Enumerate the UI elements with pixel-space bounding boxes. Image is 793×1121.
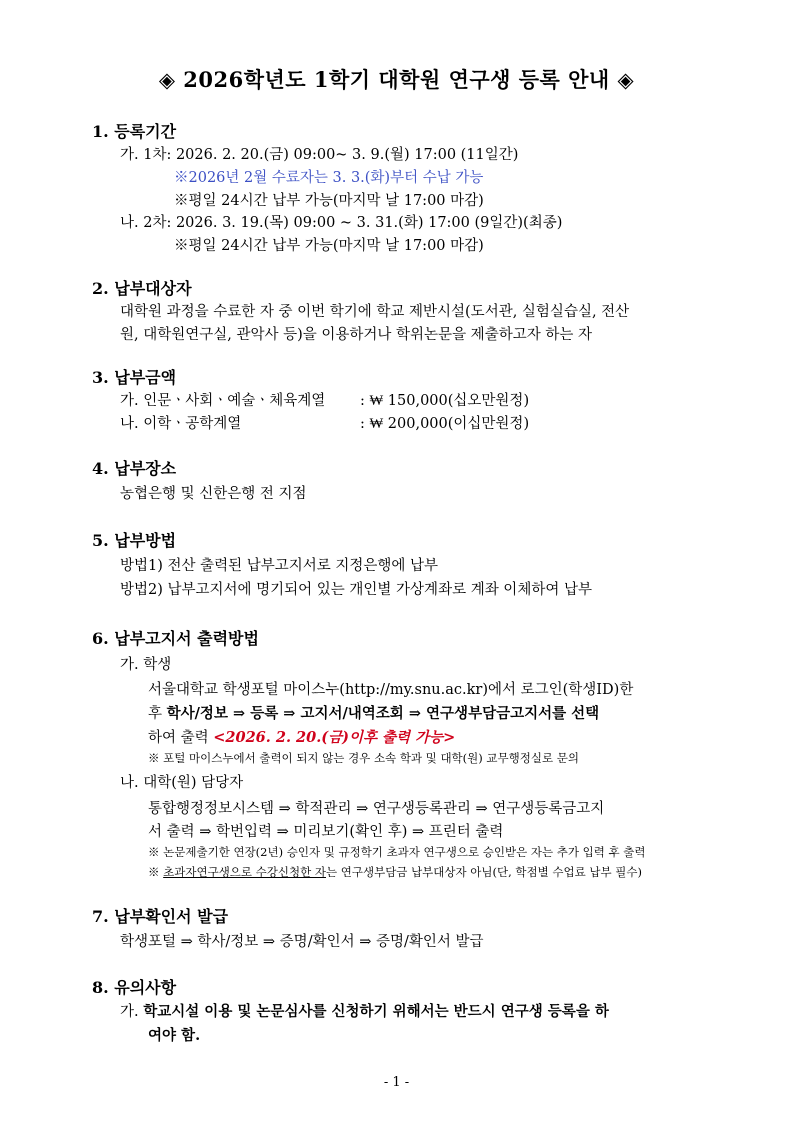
- section-8-line-1: [120, 1000, 609, 1021]
- section-8-heading: 8. 유의사항: [92, 978, 177, 997]
- section-6-heading: 6. 납부고지서 출력방법: [92, 629, 259, 648]
- underlined-text: 초과자연구생으로 수강신청한 자: [163, 865, 326, 879]
- section-1-line-1: 가. 1차: 2026. 2. 20.(금) 09:00~ 3. 9.(월) 17:00 (11일간): [120, 147, 519, 163]
- text: ※: [148, 865, 164, 879]
- section-6-student-line-1: 서울대학교 학생포털 마이스누(http://my.snu.ac.kr)에서 로그인(학생ID)한: [148, 682, 634, 698]
- section-7-line-1: 학생포털 ⇒ 학사/정보 ⇒ 증명/확인서 ⇒ 증명/확인서 발급: [120, 934, 484, 950]
- section-1-heading: 1. 등록기간: [92, 122, 177, 141]
- section-7-heading: 7. 납부확인서 발급: [92, 907, 229, 926]
- section-6-staff-line-2: 서 출력 ⇒ 학번입력 ⇒ 미리보기(확인 후) ⇒ 프린터 출력: [148, 824, 504, 840]
- text: 후: [148, 706, 167, 722]
- text: 하여 출력: [148, 730, 214, 746]
- section-1-note-2: ※평일 24시간 납부 가능(마지막 날 17:00 마감): [174, 238, 484, 254]
- section-2-line-1: 대학원 과정을 수료한 자 중 이번 학기에 학교 제반시설(도서관, 실험실습실, 전산: [120, 304, 630, 320]
- payment-method-1: 방법1) 전산 출력된 납부고지서로 지정은행에 납부: [120, 558, 439, 574]
- section-8-line-2: 여야 함.: [148, 1027, 201, 1044]
- section-3-heading: 3. 납부금액: [92, 368, 177, 387]
- section-6-student-note: ※ 포털 마이스누에서 출력이 되지 않는 경우 소속 학과 및 대학(원) 교무행정실로 문의: [148, 751, 579, 765]
- text: 는 연구생부담금 납부대상자 아님(단, 학점별 수업료 납부 필수): [326, 865, 642, 879]
- print-date-note: <2026. 2. 20.(금)이후 출력 가능>: [213, 729, 456, 746]
- section-1-note-blue: ※2026년 2월 수료자는 3. 3.(화)부터 수납 가능: [174, 170, 484, 186]
- fee-science-label: 나. 이학ㆍ공학계열: [120, 416, 242, 432]
- section-4-line-1: 농협은행 및 신한은행 전 지점: [120, 486, 307, 502]
- section-6-staff-line-1: 통합행정정보시스템 ⇒ 학적관리 ⇒ 연구생등록관리 ⇒ 연구생등록금고지: [148, 801, 605, 817]
- page-title: ◈ 2026학년도 1학기 대학원 연구생 등록 안내 ◈: [158, 67, 635, 92]
- section-1-line-2: 나. 2차: 2026. 3. 19.(목) 09:00 ~ 3. 31.(화) 17:00 (9일간)(최종): [120, 215, 563, 231]
- fee-humanities-amount: : ₩ 150,000(십오만원정): [360, 393, 530, 409]
- section-6-student-line-2: [148, 702, 599, 723]
- fee-humanities-label: 가. 인문ㆍ사회ㆍ예술ㆍ체육계열: [120, 393, 326, 409]
- notice-bold: 학교시설 이용 및 논문심사를 신청하기 위해서는 반드시 연구생 등록을 하: [143, 1003, 609, 1020]
- fee-science-amount: : ₩ 200,000(이십만원정): [360, 416, 530, 432]
- section-1-note-1: ※평일 24시간 납부 가능(마지막 날 17:00 마감): [174, 193, 484, 209]
- section-2-heading: 2. 납부대상자: [92, 279, 192, 298]
- section-6-staff-note-2: [148, 864, 642, 880]
- section-6-staff-note-1: ※ 논문제출기한 연장(2년) 승인자 및 규정학기 초과자 연구생으로 승인받은 자는 추가 입력 후 출력: [148, 845, 646, 859]
- page-number: - 1 -: [383, 1075, 410, 1090]
- payment-method-2: 방법2) 납부고지서에 명기되어 있는 개인별 가상계좌로 계좌 이체하여 납부: [120, 582, 592, 598]
- section-2-line-2: 원, 대학원연구실, 관악사 등)을 이용하거나 학위논문을 제출하고자 하는 자: [120, 327, 592, 343]
- menu-path-bold: 학사/정보 ⇒ 등록 ⇒ 고지서/내역조회 ⇒ 연구생부담금고지서를 선택: [166, 705, 600, 722]
- section-6-staff-label: 나. 대학(원) 담당자: [120, 775, 244, 791]
- section-6-student-line-3: [148, 726, 455, 747]
- section-6-student-label: 가. 학생: [120, 657, 172, 673]
- section-5-heading: 5. 납부방법: [92, 531, 177, 550]
- text: 가.: [120, 1004, 144, 1020]
- section-4-heading: 4. 납부장소: [92, 459, 177, 478]
